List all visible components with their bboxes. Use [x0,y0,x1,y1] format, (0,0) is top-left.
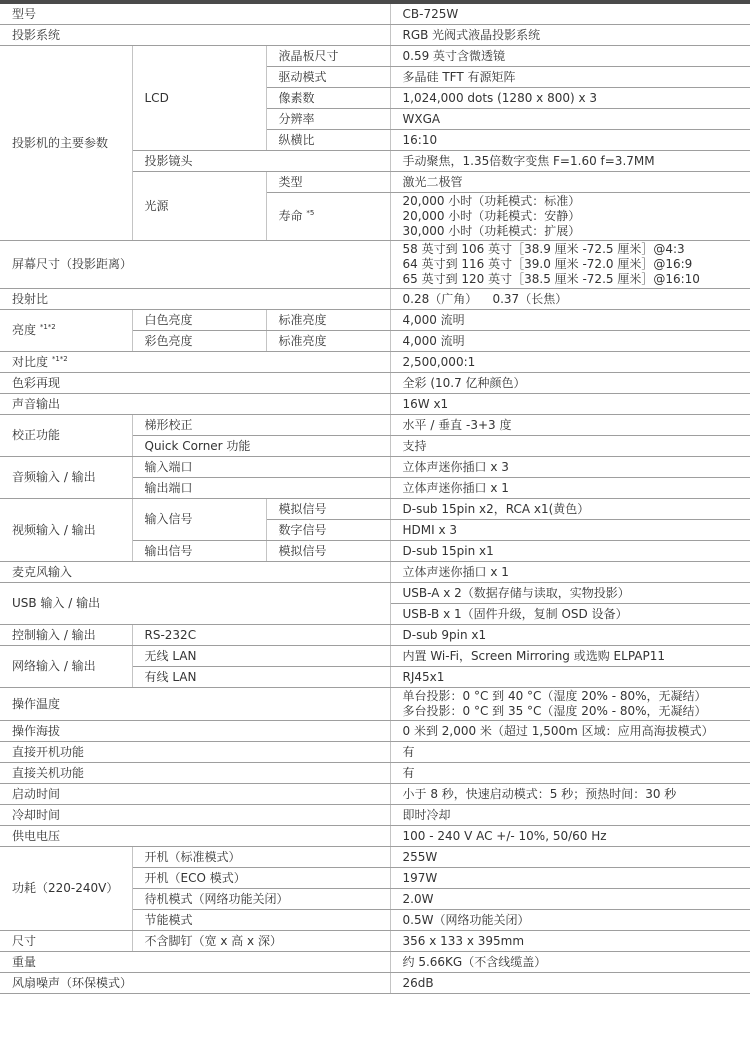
label-audio-input: 输入端口 [132,457,390,478]
label-wired-lan: 有线 LAN [132,667,390,688]
label-brightness-color: 彩色亮度 [132,331,266,352]
label-power-eco: 开机（ECO 模式） [132,868,390,889]
row-startup-time [0,784,750,805]
value-audio-output-power: 16W x1 [390,394,750,415]
label-supply-voltage: 供电电压 [0,826,390,847]
row-throw-ratio [0,289,750,310]
mode-brightness-white: 标准亮度 [266,310,390,331]
label-contrast [0,352,390,373]
label-brightness [0,310,132,352]
value-audio-input: 立体声迷你插口 x 3 [390,457,750,478]
row-lcd-panel-size [0,46,750,67]
label-lens: 投影镜头 [132,151,390,172]
label-operating-temp: 操作温度 [0,688,390,721]
value-video-input-digital: HDMI x 3 [390,520,750,541]
label-panel-size: 液晶板尺寸 [266,46,390,67]
label-screen-size: 屏幕尺寸（投影距离） [0,241,390,289]
value-video-input-analog: D-sub 15pin x2，RCA x1(黄色） [390,499,750,520]
value-direct-power-on: 有 [390,742,750,763]
label-drive-mode: 驱动模式 [266,67,390,88]
label-lifetime [266,193,390,241]
label-video-input-digital: 数字信号 [266,520,390,541]
value-pixels: 1,024,000 dots (1280 x 800) x 3 [390,88,750,109]
label-power-standby: 待机模式（网络功能关闭） [132,889,390,910]
label-direct-power-on: 直接开机功能 [0,742,390,763]
lifetime-line: 20,000 小时（功耗模式：标准） [402,194,581,208]
row-video-input-analog [0,499,750,520]
value-usb-b: USB-B x 1（固件升级，复制 OSD 设备） [390,604,750,625]
label-main-params: 投影机的主要参数 [0,46,132,241]
value-model: CB-725W [390,4,750,25]
label-video-output-analog: 模拟信号 [266,541,390,562]
row-model [0,4,750,25]
label-audio-io: 音频输入 / 输出 [0,457,132,499]
lifetime-line: 20,000 小时（功耗模式：安静） [402,209,581,223]
label-audio-output: 输出端口 [132,478,390,499]
value-contrast: 2,500,000:1 [390,352,750,373]
row-mic-input [0,562,750,583]
label-power-consumption: 功耗（220-240V） [0,847,132,931]
label-startup-time: 启动时间 [0,784,390,805]
label-light-source: 光源 [132,172,266,241]
row-screen-size [0,241,750,289]
value-screen-size [390,241,750,289]
value-drive-mode: 多晶硅 TFT 有源矩阵 [390,67,750,88]
row-power-normal [0,847,750,868]
value-dimensions: 356 x 133 x 395mm [390,931,750,952]
value-mic-input: 立体声迷你插口 x 1 [390,562,750,583]
label-weight: 重量 [0,952,390,973]
row-supply-voltage [0,826,750,847]
label-rs232c: RS-232C [132,625,390,646]
label-usb-io: USB 输入 / 输出 [0,583,390,625]
label-mic-input: 麦克风输入 [0,562,390,583]
value-color-reproduction: 全彩 (10.7 亿种颜色） [390,373,750,394]
label-fan-noise: 风扇噪声（环保模式） [0,973,390,994]
row-contrast [0,352,750,373]
value-audio-output: 立体声迷你插口 x 1 [390,478,750,499]
label-light-type: 类型 [266,172,390,193]
label-pixels: 像素数 [266,88,390,109]
value-power-standby: 2.0W [390,889,750,910]
label-control-io: 控制输入 / 输出 [0,625,132,646]
row-color-reproduction [0,373,750,394]
spec-table [0,4,750,994]
row-weight [0,952,750,973]
label-dimensions-sub: 不含脚钉（宽 x 高 x 深） [132,931,390,952]
value-fan-noise: 26dB [390,973,750,994]
value-operating-altitude: 0 米到 2,000 米（超过 1,500m 区域：应用高海拔模式） [390,721,750,742]
row-audio-output-power [0,394,750,415]
row-fan-noise [0,973,750,994]
row-projection-system [0,25,750,46]
value-supply-voltage: 100 - 240 V AC +/- 10%, 50/60 Hz [390,826,750,847]
row-direct-power-on [0,742,750,763]
row-keystone [0,415,750,436]
value-power-normal: 255W [390,847,750,868]
value-wireless-lan: 内置 Wi-Fi，Screen Mirroring 或选购 ELPAP11 [390,646,750,667]
value-weight: 约 5.66KG（不含线缆盖） [390,952,750,973]
label-model: 型号 [0,4,390,25]
label-resolution: 分辨率 [266,109,390,130]
lifetime-label-text: 寿命 [278,209,303,223]
row-cooling-time [0,805,750,826]
value-throw-ratio: 0.28（广角） 0.37（长焦） [390,289,750,310]
value-usb-a: USB-A x 2（数据存储与读取，实物投影） [390,583,750,604]
label-lcd: LCD [132,46,266,151]
value-brightness-white: 4,000 流明 [390,310,750,331]
row-direct-power-off [0,763,750,784]
label-correction: 校正功能 [0,415,132,457]
label-operating-altitude: 操作海拔 [0,721,390,742]
label-projection-system: 投影系统 [0,25,390,46]
brightness-note: *1*2 [39,323,56,331]
value-wired-lan: RJ45x1 [390,667,750,688]
contrast-label-text: 对比度 [12,354,49,369]
value-lens: 手动聚焦，1.35倍数字变焦 F=1.60 f=3.7MM [390,151,750,172]
screen-size-line: 65 英寸到 120 英寸［38.5 厘米 -72.5 厘米］@16:10 [402,272,700,286]
row-operating-temp [0,688,750,721]
value-power-saving: 0.5W（网络功能关闭） [390,910,750,931]
value-direct-power-off: 有 [390,763,750,784]
label-keystone: 梯形校正 [132,415,390,436]
screen-size-line: 64 英寸到 116 英寸［39.0 厘米 -72.0 厘米］@16:9 [402,257,693,271]
label-cooling-time: 冷却时间 [0,805,390,826]
value-lifetime [390,193,750,241]
label-wireless-lan: 无线 LAN [132,646,390,667]
value-video-output-analog: D-sub 15pin x1 [390,541,750,562]
row-dimensions [0,931,750,952]
value-quick-corner: 支持 [390,436,750,457]
mode-brightness-color: 标准亮度 [266,331,390,352]
label-dimensions: 尺寸 [0,931,132,952]
value-operating-temp [390,688,750,721]
label-brightness-white: 白色亮度 [132,310,266,331]
row-usb-a [0,583,750,604]
label-video-output: 输出信号 [132,541,266,562]
row-control-io [0,625,750,646]
value-brightness-color: 4,000 流明 [390,331,750,352]
contrast-note: *1*2 [51,354,68,363]
row-operating-altitude [0,721,750,742]
value-panel-size: 0.59 英寸含微透镜 [390,46,750,67]
brightness-label-text: 亮度 [12,323,37,337]
value-projection-system: RGB 光阀式液晶投影系统 [390,25,750,46]
label-network-io: 网络输入 / 输出 [0,646,132,688]
label-power-saving: 节能模式 [132,910,390,931]
label-throw-ratio: 投射比 [0,289,390,310]
row-wireless-lan [0,646,750,667]
value-control-io: D-sub 9pin x1 [390,625,750,646]
label-video-io: 视频输入 / 输出 [0,499,132,562]
value-aspect-ratio: 16:10 [390,130,750,151]
label-video-input-analog: 模拟信号 [266,499,390,520]
label-color-reproduction: 色彩再现 [0,373,390,394]
row-brightness-white [0,310,750,331]
value-resolution: WXGA [390,109,750,130]
value-light-type: 激光二极管 [390,172,750,193]
lifetime-note: *5 [306,209,315,217]
value-startup-time: 小于 8 秒，快速启动模式：5 秒；预热时间：30 秒 [390,784,750,805]
value-power-eco: 197W [390,868,750,889]
row-audio-input [0,457,750,478]
value-keystone: 水平 / 垂直 -3+3 度 [390,415,750,436]
screen-size-line: 58 英寸到 106 英寸［38.9 厘米 -72.5 厘米］@4:3 [402,242,685,256]
label-aspect-ratio: 纵横比 [266,130,390,151]
label-direct-power-off: 直接关机功能 [0,763,390,784]
operating-temp-line: 多台投影：0 °C 到 35 °C（湿度 20% - 80%，无凝结） [402,704,707,718]
value-cooling-time: 即时冷却 [390,805,750,826]
label-audio-output-power: 声音输出 [0,394,390,415]
operating-temp-line: 单台投影：0 °C 到 40 °C（湿度 20% - 80%，无凝结） [402,689,707,703]
label-video-input: 输入信号 [132,499,266,541]
lifetime-line: 30,000 小时（功耗模式：扩展） [402,224,581,238]
label-power-normal: 开机（标准模式） [132,847,390,868]
label-quick-corner: Quick Corner 功能 [132,436,390,457]
